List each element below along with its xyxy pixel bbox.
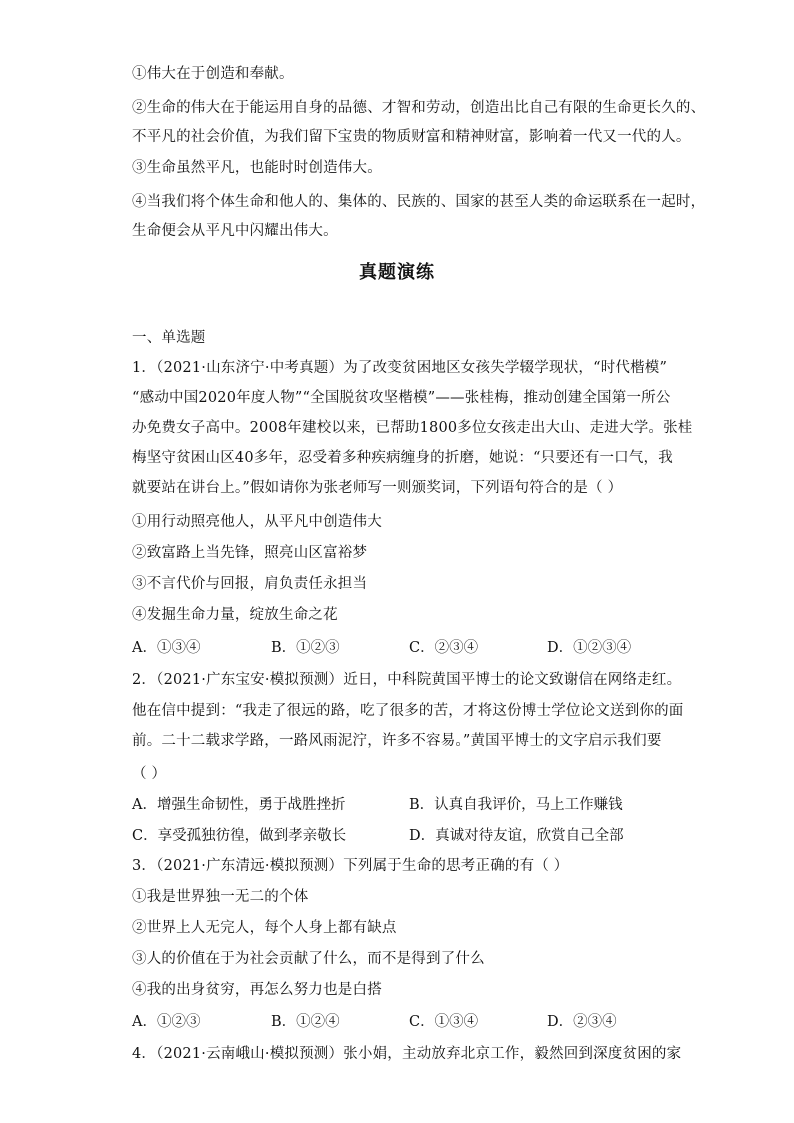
q1-stem-line-3: 办免费女子高中。2008年建校以来，已帮助1800多位女孩走出大山、走进大学。张桂 xyxy=(132,420,693,436)
q1-stem-line-1: 1．（2021·山东济宁·中考真题）为了改变贫困地区女孩失学辍学现状，“时代楷模” xyxy=(132,360,668,376)
q3-statement-2: ②世界上人无完人，每个人身上都有缺点 xyxy=(132,920,397,936)
q2-option-c[interactable]: C．享受孤独彷徨，做到孝亲敬长 xyxy=(132,828,347,844)
q2-option-d[interactable]: D．真诚对待友谊，欣赏自己全部 xyxy=(409,828,624,844)
q2-stem-line-3: 前。二十二载求学路，一路风雨泥泞，许多不容易。”黄国平博士的文字启示我们要 xyxy=(132,733,662,749)
q3-statement-1: ①我是世界独一无二的个体 xyxy=(132,889,309,905)
q2-stem-line-2: 他在信中提到：“我走了很远的路，吃了很多的苦，才将这份博士学位论文送到你的面 xyxy=(132,703,684,719)
q2-option-b[interactable]: B．认真自我评价，马上工作赚钱 xyxy=(409,797,623,813)
q4-stem-line-1: 4．（2021·云南峨山·模拟预测）张小娟，主动放弃北京工作，毅然回到深度贫困的家 xyxy=(132,1046,682,1062)
q1-option-b[interactable]: B．①②③ xyxy=(271,640,340,656)
q1-statement-2: ②致富路上当先锋，照亮山区富裕梦 xyxy=(132,545,368,561)
intro-point-4-line-2: 生命便会从平凡中闪耀出伟大。 xyxy=(132,223,338,239)
q1-statement-1: ①用行动照亮他人，从平凡中创造伟大 xyxy=(132,514,382,530)
q3-option-c[interactable]: C．①③④ xyxy=(409,1014,479,1030)
intro-point-1: ①伟大在于创造和奉献。 xyxy=(132,66,294,82)
q1-option-a[interactable]: A．①③④ xyxy=(132,640,201,656)
intro-point-2-line-2: 不平凡的社会价值，为我们留下宝贵的物质财富和精神财富，影响着一代又一代的人。 xyxy=(132,129,691,145)
q2-stem-line-1: 2．（2021·广东宝安·模拟预测）近日，中科院黄国平博士的论文致谢信在网络走红。 xyxy=(132,672,682,688)
section-heading: 一、单选题 xyxy=(132,330,206,346)
q1-option-c[interactable]: C．②③④ xyxy=(409,640,479,656)
q1-stem-line-2: “感动中国2020年度人物”“全国脱贫攻坚楷模”——张桂梅，推动创建全国第一所公 xyxy=(132,390,671,406)
q1-option-d[interactable]: D．①②③④ xyxy=(547,640,632,656)
q3-statement-3: ③人的价值在于为社会贡献了什么，而不是得到了什么 xyxy=(132,951,485,967)
q1-statement-3: ③不言代价与回报，肩负责任永担当 xyxy=(132,576,368,592)
intro-point-2-line-1: ②生命的伟大在于能运用自身的品德、才智和劳动，创造出比自己有限的生命更长久的、 xyxy=(132,100,706,116)
q3-stem-line-1: 3．（2021·广东清远·模拟预测）下列属于生命的思考正确的有（ ） xyxy=(132,858,569,874)
intro-point-4-line-1: ④当我们将个体生命和他人的、集体的、民族的、国家的甚至人类的命运联系在一起时， xyxy=(132,194,706,210)
intro-point-3: ③生命虽然平凡，也能时时创造伟大。 xyxy=(132,160,382,176)
q3-option-b[interactable]: B．①②④ xyxy=(271,1014,340,1030)
q1-stem-line-5: 就要站在讲台上。”假如请你为张老师写一则颁奖词，下列语句符合的是（ ） xyxy=(132,480,623,496)
q3-statement-4: ④我的出身贫穷，再怎么努力也是白搭 xyxy=(132,982,382,998)
q2-stem-line-4: （ ） xyxy=(132,766,167,782)
section-title: 真题演练 xyxy=(359,262,435,283)
q3-option-d[interactable]: D．②③④ xyxy=(547,1014,617,1030)
q2-option-a[interactable]: A．增强生命韧性，勇于战胜挫折 xyxy=(132,797,346,813)
q1-stem-line-4: 梅坚守贫困山区40多年，忍受着多种疾病缠身的折磨，她说：“只要还有一口气，我 xyxy=(132,450,673,466)
q1-statement-4: ④发掘生命力量，绽放生命之花 xyxy=(132,607,338,623)
q3-option-a[interactable]: A．①②③ xyxy=(132,1014,201,1030)
